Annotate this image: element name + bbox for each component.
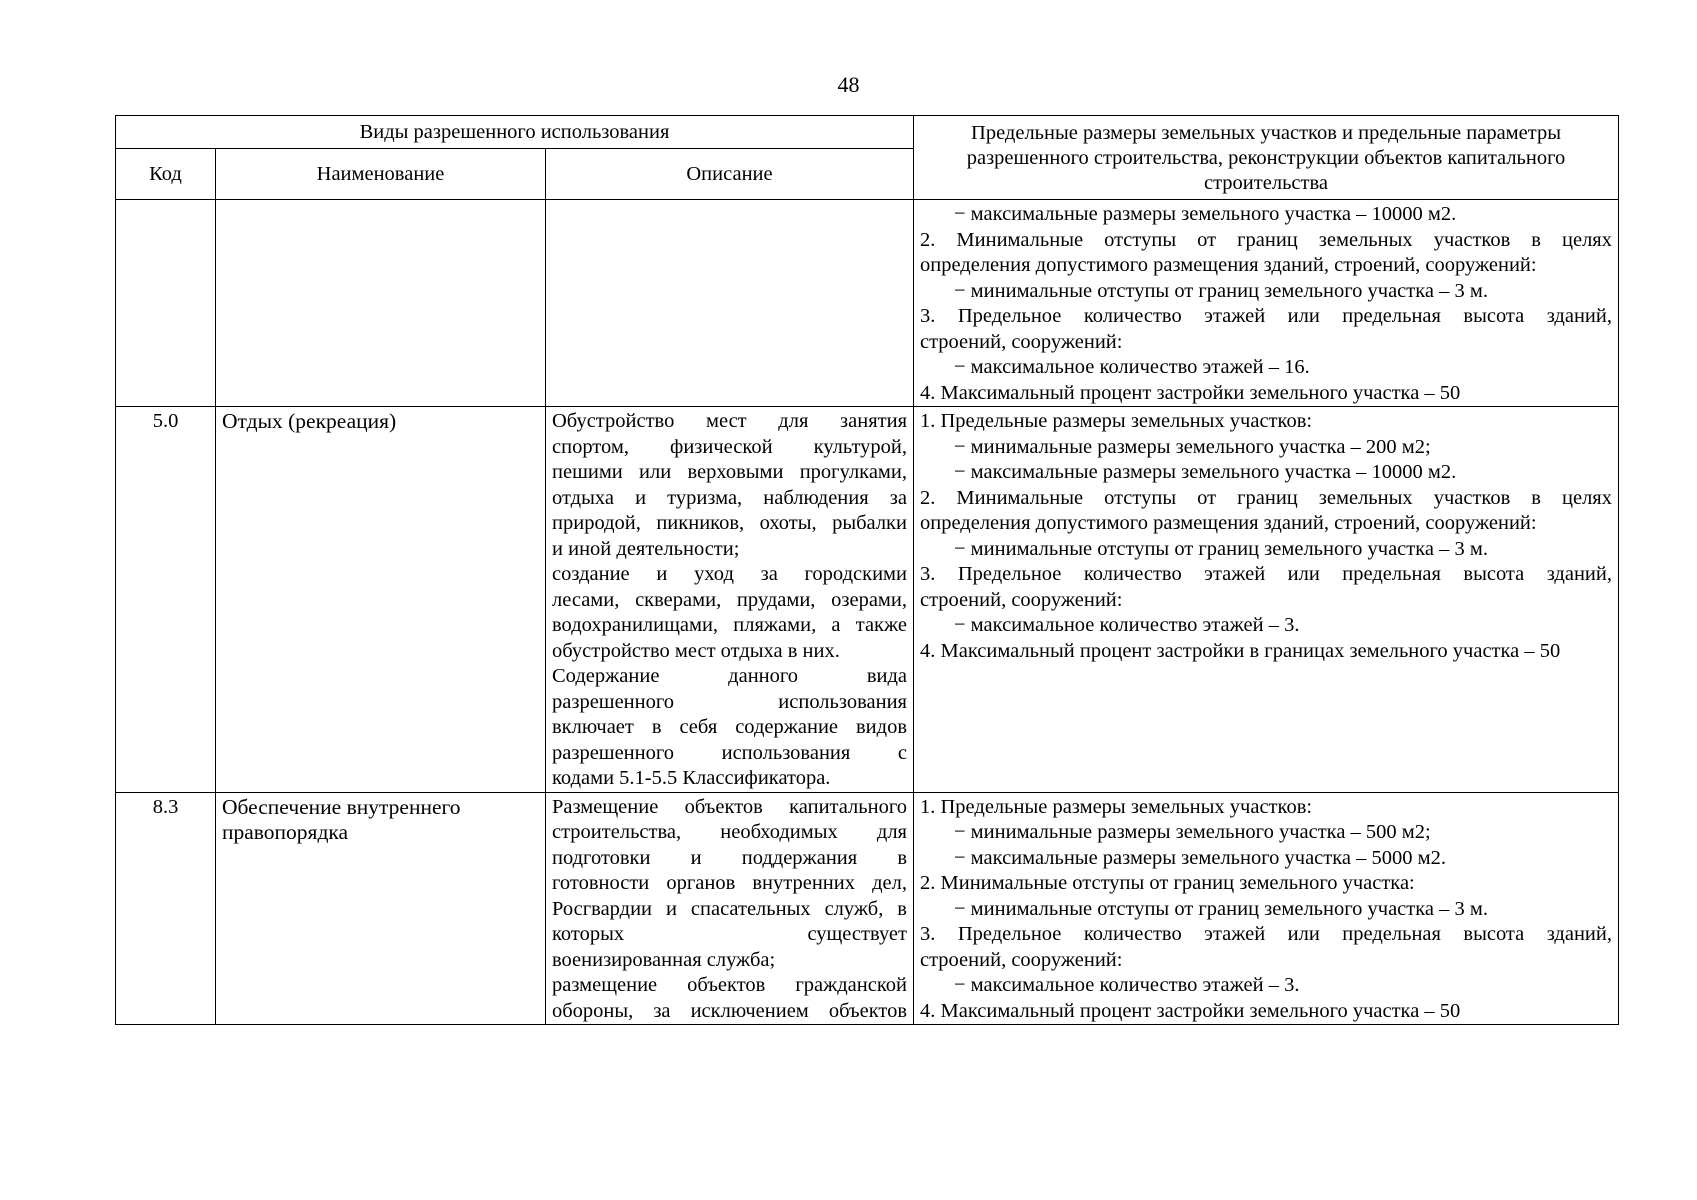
param-line: 4. Максимальный процент застройки земельного участка – 50 [920, 381, 1461, 404]
desc-line: готовности органов внутренних дел, [552, 872, 907, 894]
header-params: Предельные размеры земельных участков и предельные параметры разрешенного строительства, реконструкции объектов капитального строительства [914, 116, 1619, 200]
param-line: − минимальные отступы от границ земельного участка – 3 м. [954, 897, 1488, 920]
param-line: 3. Предельное количество этажей или предельная высота зданий, [920, 305, 1612, 327]
row-description [546, 792, 914, 1025]
row-params [914, 792, 1619, 1025]
param-line: − минимальные отступы от границ земельного участка – 3 м. [954, 537, 1488, 560]
row-code: 5.0 [116, 407, 216, 793]
row-code [116, 200, 216, 407]
param-line: определения допустимого размещения зданий, строений, сооружений: [920, 512, 1537, 534]
row-description [546, 200, 914, 407]
param-line: − максимальное количество этажей – 3. [954, 974, 1300, 996]
param-line: 1. Предельные размеры земельных участков: [920, 795, 1313, 818]
desc-line: обороны, за исключением объектов [552, 999, 907, 1022]
param-line: 4. Максимальный процент застройки земельного участка – 50 [920, 999, 1461, 1022]
param-line: − минимальные отступы от границ земельного участка – 3 м. [954, 279, 1488, 302]
param-line: − максимальные размеры земельного участка – 5000 м2. [954, 846, 1446, 869]
desc-line: размещение объектов гражданской [552, 974, 907, 996]
param-line: − минимальные размеры земельного участка – 200 м2; [954, 435, 1431, 458]
row-name: Отдых (рекреация) [216, 407, 546, 793]
param-line: 2. Минимальные отступы от границ земельного участка: [920, 872, 1415, 894]
param-line: − максимальные размеры земельного участка – 10000 м2. [954, 203, 1457, 225]
param-line: 2. Минимальные отступы от границ земельных участков в целях [920, 486, 1612, 509]
desc-line: лесами, скверами, прудами, озерами, [552, 588, 907, 611]
desc-line: военизированная служба; [552, 948, 776, 971]
param-line: строений, сооружений: [920, 948, 1123, 971]
table-row [116, 407, 1619, 793]
desc-line: спортом, физической культурой, [552, 435, 907, 458]
row-code: 8.3 [116, 792, 216, 1025]
desc-line: Размещение объектов капитального [552, 795, 907, 818]
table-row [116, 792, 1619, 1025]
desc-line: обустройство мест отдыха в них. [552, 639, 840, 662]
desc-line: строительства, необходимых для [552, 821, 907, 843]
desc-line: Росгвардии и спасательных служб, в [552, 897, 907, 920]
param-line: − максимальные размеры земельного участка – 10000 м2. [954, 461, 1457, 483]
desc-line: и иной деятельности; [552, 537, 740, 560]
table-row [116, 200, 1619, 407]
desc-line: водохранилищами, пляжами, а также [552, 614, 907, 636]
param-line: 3. Предельное количество этажей или предельная высота зданий, [920, 563, 1612, 585]
header-description: Описание [546, 149, 914, 200]
row-name: Обеспечение внутреннего правопорядка [216, 792, 546, 1025]
row-params [914, 200, 1619, 407]
row-name [216, 200, 546, 407]
desc-line: кодами 5.1-5.5 Классификатора. [552, 767, 831, 789]
row-params [914, 407, 1619, 793]
regulations-table [115, 115, 1619, 1025]
desc-line: включает в себя содержание видов [552, 716, 907, 738]
desc-line: природой, пикников, охоты, рыбалки [552, 512, 907, 534]
param-line: 1. Предельные размеры земельных участков: [920, 410, 1313, 432]
desc-line: пешими или верховыми прогулками, [552, 461, 907, 483]
param-line: 2. Минимальные отступы от границ земельных участков в целях [920, 228, 1612, 251]
param-line: определения допустимого размещения зданий, строений, сооружений: [920, 254, 1537, 276]
param-line: 3. Предельное количество этажей или предельная высота зданий, [920, 923, 1612, 945]
row-description [546, 407, 914, 793]
param-line: строений, сооружений: [920, 330, 1123, 353]
desc-line: создание и уход за городскими [552, 563, 907, 585]
desc-line: которых существует [552, 923, 907, 945]
desc-line: Содержание данного вида [552, 665, 907, 687]
param-line: − максимальное количество этажей – 16. [954, 356, 1310, 378]
page-number: 48 [837, 72, 860, 97]
param-line: 4. Максимальный процент застройки в границах земельного участка – 50 [920, 639, 1561, 662]
header-group-title: Виды разрешенного использования [116, 116, 914, 149]
desc-line: разрешенного использования [552, 690, 907, 713]
param-line: − максимальное количество этажей – 3. [954, 614, 1300, 636]
param-line: строений, сооружений: [920, 588, 1123, 611]
param-line: − минимальные размеры земельного участка – 500 м2; [954, 821, 1431, 843]
header-name: Наименование [216, 149, 546, 200]
desc-line: подготовки и поддержания в [552, 846, 907, 869]
desc-line: разрешенного использования с [552, 741, 907, 764]
desc-line: Обустройство мест для занятия [552, 410, 907, 432]
desc-line: отдыха и туризма, наблюдения за [552, 486, 907, 509]
header-code: Код [116, 149, 216, 200]
